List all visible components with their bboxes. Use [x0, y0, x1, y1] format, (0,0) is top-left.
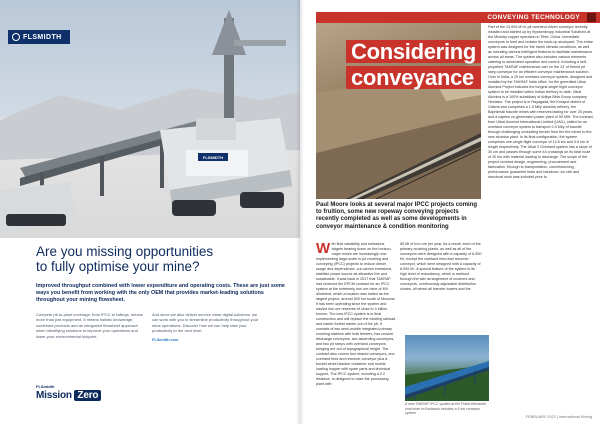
article-standfirst: Paul Moore looks at several major IPCC projects coming to fruition, some new ropeway conveying projects recently completed as well as some developments in conveyor maintenance & condition monitoring: [316, 202, 478, 230]
article-body-column-3: Part of the 13,000 t/h in-pit overland driven conveyor recently installed and started up by thyssenkrupp Industrial Solutions at the Ministry copper operation in Tibet, China. Immediate conveyors to feed and reclaim the back-up stockyard. The entire system was designed for the harsh climatic conditions, as well as including various intelligent features to facilitate maintenance across all areas. The system also includes various elements catering to automated operation and control, including a self-propelled TAKRAF maintenance cart on the 13' of firmed pit ramp conveyor for an efficient conveyor maintenance solution. Over in India, a 20 km overland conveyor system, designed and installed by the TAKRAF India office, for the greenfield Utkal Alumina Project includes the longest single flight conveyor system to be installed within Indian territory to date. Utkal Alumina is a 100% subsidiary of Aditya Birla Group company Hindalco. The project is in Rayagada, the Koraput district of Odisha and comprises a 1.5 Mt/y alumina refinery, the Baphlimali bauxite mines with reserves lasting for over 25 years, and a captive co-generation power plant of 90 MW. The contract, from Utkal Alumina International Limited (UAIL), called for an overland conveyor system to transport 2.4 Mt/y of bauxite through challenging undulating terrain from the the mines to the new alumina plant. In its final configuration, the system comprises one single flight conveyor of 14.5 km and 3.6 km in length respectively. The Utkal 2 Overland system has a slope of 30 cm and passes through some 44 crossings on its total route of 20 km with material loading to discharge. The scope of the project covered design, engineering, procurement and fabrication, through to transportation, commissioning, performance guarantee tests and handover. An civil and structural work was included prior to: [488, 25, 594, 179]
brand-logo: [8, 30, 70, 44]
section-header-bar: [316, 12, 600, 23]
advert-headline: [36, 244, 286, 274]
advert-subheading: Improved throughput combined with lower expenditure and operating costs. These are just some ways you benefit from working with the only OEM that provides market-leading solutions throughout your mining flowsheet.: [36, 283, 285, 303]
mission-zero-word: Mission: [36, 390, 72, 401]
brand-logo-icon: [12, 33, 20, 41]
article-body-column-1-text: ith fluid variability and emissions targets bearing down on the horizon, major mines are increasingly now implementing large-scale in-pit crushing and conveying (IPCC) projects to reduce diesel usage and dependence, cut carbon emissions, stabilise power source as attractive live and sustainable. It was back in 2017 that TAKRAF had received the EPCM contract for an IPCC system at the extremely iron ore mine of MV allotment, which a location was hailed as the largest project, around 500 km south of Moscow. It has been operating since the system and hauled iron ore reserves of close to 4 billion tonnes. The new IPCC system is in final construction and will replace the existing railroad and hauler further earlier out of the pit. It consists of two semi-mobile integrated primary crushing stations with bulk feeders, two crusher discharge conveyors, two ascending conveyors, and two pit ramps with overland conveyors bringing ore out of topographical height. The contract also covers four shared conveyors, one overland feed and rerunner conveyor plus a bucket wheel stacker reclaimer and mobile loading hopper with spare parts and technical support. The IPCC system, including a 2.2 distance, is designed to raise the processing plant with: [316, 242, 396, 386]
spread-gutter: [296, 0, 304, 424]
article-body-column-1: [316, 242, 396, 387]
advert-headline-line2: to fully optimise your mine?: [36, 259, 200, 274]
article-title: [346, 40, 481, 92]
brand-logo-text: FLSMIDTH: [23, 33, 62, 41]
right-page-article: [300, 0, 600, 424]
overland-conveyor-illustration: [405, 335, 489, 401]
advert-body-column-2-text: And since we also deliver service close digital solutions, we can work with you to streamline productivity throughout your mine operations. Discover how we can help take your productivity to the next level.: [152, 312, 259, 334]
advert-headline-line1: Are you missing opportunities: [36, 244, 214, 259]
page-footer: FEBRUARY 2022 | International Mining: [525, 415, 592, 419]
article-body-column-2: 55 Mt of iron ore per year. As a result, each of the primary crushing plants, as well as all of the conveyors were designed with a capacity of 6,500 t/h, except the overland feed and rerunner conveyor, which were designed with a capacity of 8,000 t/h. A special feature of the system is its high level of redundancy, which is realised through the twin arrangement of crushers and conveyors, continuously adjustable distribution chutes, all wheel all transfer towers and the: [400, 242, 482, 291]
section-label: CONVEYING TECHNOLOGY: [487, 13, 580, 21]
article-bottom-photo: [405, 335, 489, 401]
drop-cap: W: [316, 240, 331, 257]
advert-body-column-2: [152, 312, 260, 343]
im-logo-icon: [587, 13, 596, 22]
machine-logo-plate: FLSMIDTH: [198, 153, 228, 161]
hero-image: [0, 0, 300, 238]
advert-body-column-1: Compete pit-to-plant coverage, from IPCC to tailings, means more than just equipment. It means holistic knowledge, combined products and an integrated flowsheet approach when identifying solutions to improve your operations and lower your environmental footprint.: [36, 312, 143, 339]
mission-zero-badge: Zero: [74, 390, 101, 401]
article-title-line2: conveyance: [346, 66, 481, 89]
mission-zero-company: FLSmidth: [36, 384, 55, 389]
article-title-line1: Considering: [346, 40, 481, 63]
bottom-photo-caption: A new TAKRAF IPCC system at the Pobel-Berezniki coal mine in Kuzbassk includes a 5 km conveyor system: [405, 402, 486, 415]
advert-website-link[interactable]: FLSmidth.com: [152, 337, 179, 342]
mission-zero-logo: [36, 390, 101, 401]
